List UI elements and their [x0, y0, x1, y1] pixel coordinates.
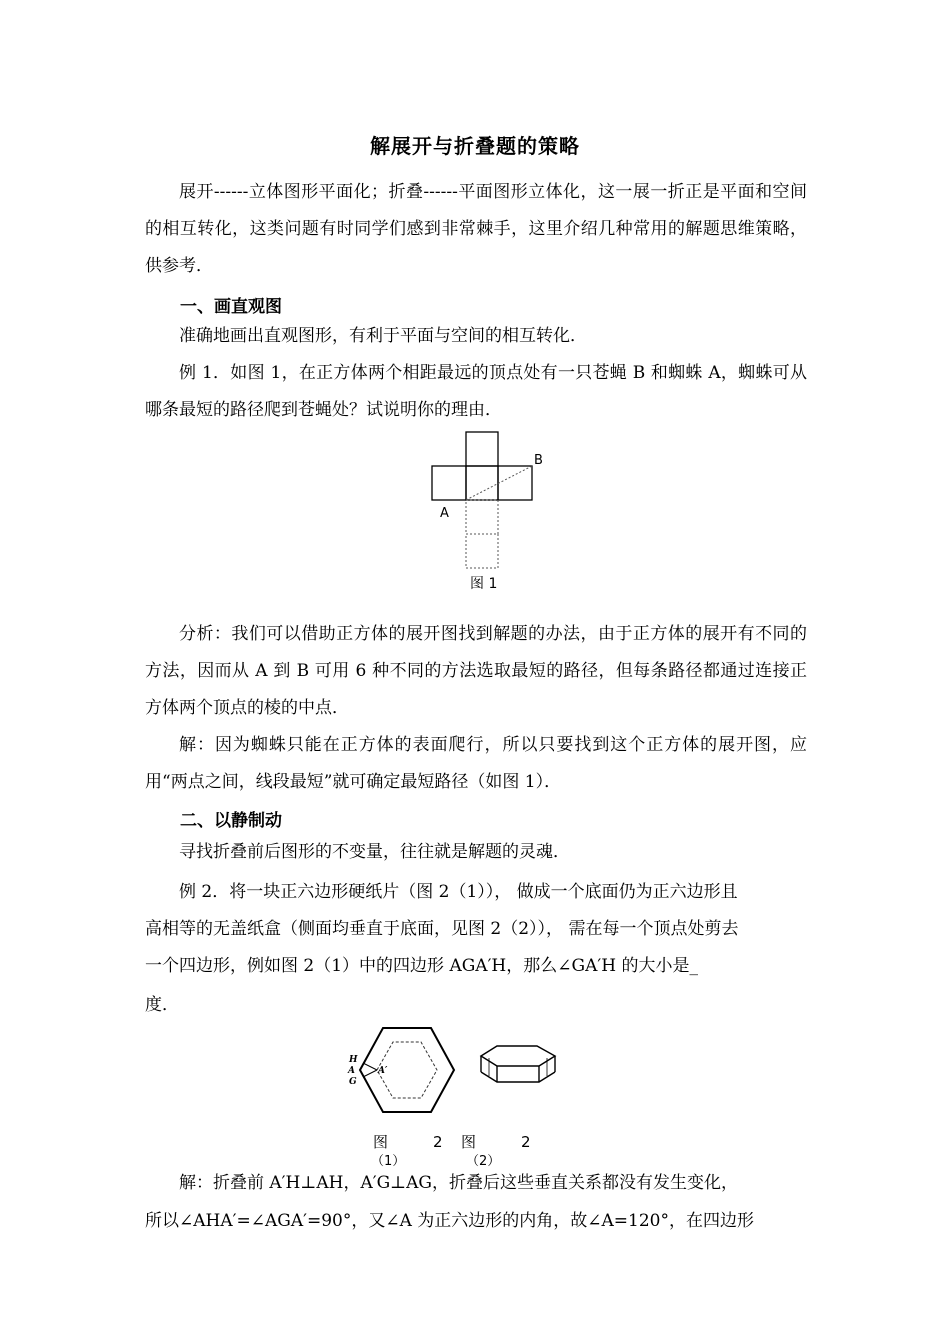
label-a-prime: A′: [378, 1066, 388, 1076]
figure2-open-box: [475, 1042, 585, 1092]
solution2-line1: 解：折叠前 A′H⊥AH，A′G⊥AG，折叠后这些垂直关系都没有发生变化，: [179, 1173, 739, 1193]
example1-text: 例 1．如图 1，在正方体两个相距最远的顶点处有一只苍蝇 B 和蜘蛛 A，蜘蛛可从哪条最短的路径爬到苍蝇处？试说明你的理由．: [145, 363, 807, 420]
section2-lead: 寻找折叠前后图形的不变量，往往就是解题的灵魂．: [179, 842, 570, 862]
shortest-path-line: [466, 466, 532, 500]
page-title: 解展开与折叠题的策略: [370, 134, 580, 158]
example2-line2: 高相等的无盖纸盒（侧面均垂直于底面，见图 2（2））， 需在每一个顶点处剪去: [145, 919, 739, 939]
example2-line1: 例 2．将一块正六边形硬纸片（图 2（1））， 做成一个底面仍为正六边形且: [179, 882, 738, 902]
figure1-cube-net: [420, 426, 560, 596]
section2-heading: 二、以静制动: [180, 811, 282, 831]
net-face-right: [498, 466, 532, 500]
net-face-left: [432, 466, 466, 500]
solution2-line2: 所以∠AHA′=∠AGA′=90°，又∠A 为正六边形的内角，故∠A=120°，在四边形: [145, 1211, 754, 1231]
label-h: H: [349, 1055, 358, 1065]
net-face-bottom: [466, 534, 498, 568]
figure2-2-caption: 图 2: [461, 1133, 531, 1151]
label-b: B: [534, 453, 543, 468]
example2-line4: 度．: [145, 995, 179, 1015]
label-g: G: [349, 1077, 357, 1087]
label-a2: A: [348, 1066, 355, 1076]
net-face-center: [466, 466, 498, 500]
example2-line3: 一个四边形，例如图 2（1）中的四边形 AGA′H，那么∠GA′H 的大小是_: [145, 956, 698, 976]
figure1-caption: 图 1: [470, 576, 498, 592]
label-a: A: [440, 506, 449, 521]
figure2-2-subcaption: （2）: [466, 1154, 501, 1169]
section1-lead: 准确地画出直观图形，有利于平面与空间的相互转化．: [179, 326, 587, 346]
section1-heading: 一、画直观图: [180, 297, 282, 317]
solution1-paragraph: 解：因为蜘蛛只能在正方体的表面爬行，所以只要找到这个正方体的展开图，应用“两点之间，线段最短”就可确定最短路径（如图 1）．: [145, 735, 807, 792]
analysis-paragraph: 分析：我们可以借助正方体的展开图找到解题的办法，由于正方体的展开有不同的方法，因而从 A 到 B 可用 6 种不同的方法选取最短的路径，但每条路径都通过连接正方体两个顶点的棱的中点．: [145, 624, 807, 718]
figure2-hexagon: [345, 1025, 460, 1117]
intro-paragraph: 展开------立体图形平面化；折叠------平面图形立体化，这一展一折正是平面和空间的相互转化，这类问题有时同学们感到非常棘手，这里介绍几种常用的解题思维策略，供参考．: [145, 182, 807, 276]
net-face-below: [466, 500, 498, 534]
net-face-top: [466, 432, 498, 466]
figure2-1-subcaption: （1）: [371, 1154, 406, 1169]
figure2-1-caption: 图 2: [373, 1133, 443, 1151]
